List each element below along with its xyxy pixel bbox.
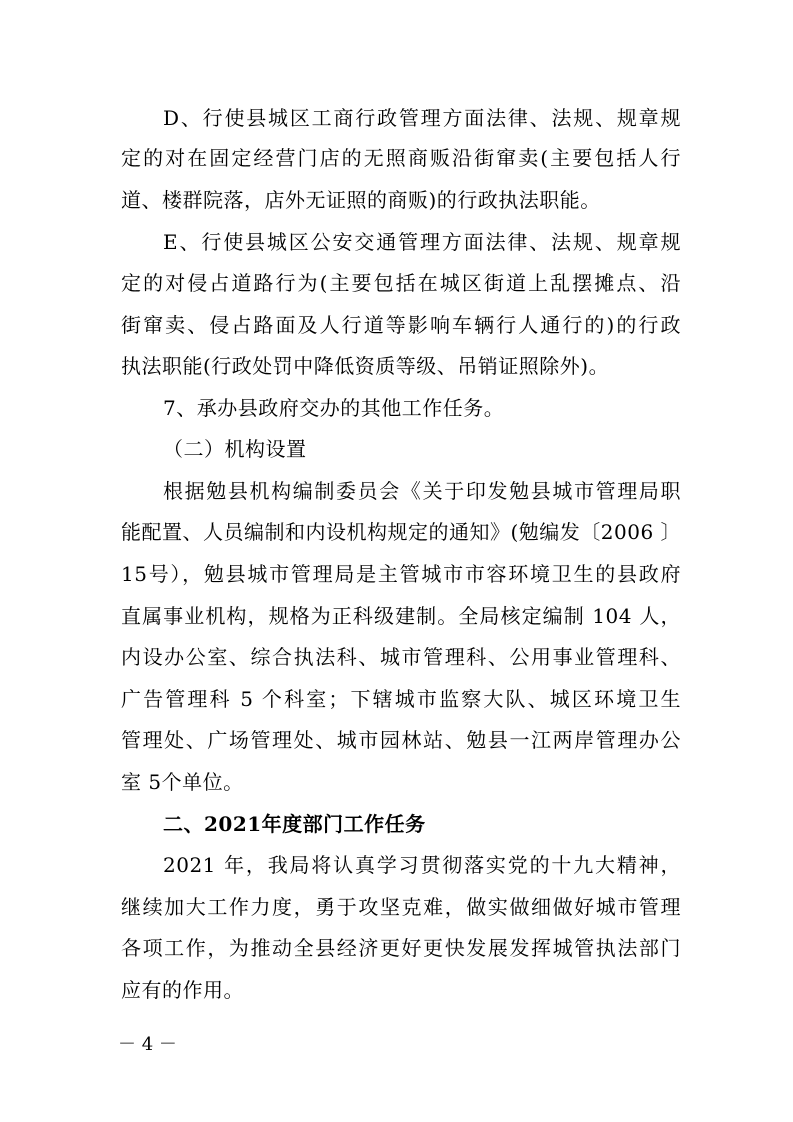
item-7: 7、承办县政府交办的其他工作任务。 bbox=[163, 396, 505, 420]
paragraph-org-line-2: 能配置、人员编制和内设机构规定的通知》(勉编发〔2006 〕 bbox=[121, 520, 682, 544]
page-number: － 4 － bbox=[118, 1034, 177, 1055]
section-2-title: （二）机构设置 bbox=[163, 437, 307, 461]
paragraph-e-line-2: 定的对侵占道路行为(主要包括在城区街道上乱摆摊点、沿 bbox=[121, 271, 681, 295]
paragraph-org-line-4: 直属事业机构，规格为正科级建制。全局核定编制 104 人， bbox=[121, 604, 681, 628]
paragraph-org-line-6: 广告管理科 5 个科室；下辖城市监察大队、城区环境卫生 bbox=[121, 687, 681, 711]
paragraph-e-line-1: E、行使县城区公安交通管理方面法律、法规、规章规 bbox=[163, 230, 681, 254]
paragraph-d-line-2: 定的对在固定经营门店的无照商贩沿街窜卖(主要包括人行 bbox=[121, 146, 681, 170]
paragraph-tasks-line-2: 继续加大工作力度，勇于攻坚克难，做实做细做好城市管理 bbox=[121, 895, 681, 919]
paragraph-tasks-line-4: 应有的作用。 bbox=[121, 978, 244, 1002]
paragraph-tasks-line-3: 各项工作，为推动全县经济更好更快发展发挥城管执法部门 bbox=[121, 936, 681, 960]
heading-2: 二、2021年度部门工作任务 bbox=[163, 812, 426, 836]
paragraph-org-line-1: 根据勉县机构编制委员会《关于印发勉县城市管理局职 bbox=[163, 479, 681, 503]
paragraph-org-line-8: 室 5个单位。 bbox=[121, 770, 244, 794]
paragraph-org-line-5: 内设办公室、综合执法科、城市管理科、公用事业管理科、 bbox=[121, 645, 681, 669]
paragraph-tasks-line-1: 2021 年，我局将认真学习贯彻落实党的十九大精神， bbox=[163, 853, 681, 877]
paragraph-d-line-3: 道、楼群院落，店外无证照的商贩)的行政执法职能。 bbox=[121, 188, 601, 212]
paragraph-org-line-7: 管理处、广场管理处、城市园林站、勉县一江两岸管理办公 bbox=[121, 728, 681, 752]
paragraph-org-line-3: 15号），勉县城市管理局是主管城市市容环境卫生的县政府 bbox=[121, 562, 681, 586]
paragraph-e-line-3: 街窜卖、侵占路面及人行道等影响车辆行人通行的)的行政 bbox=[121, 313, 681, 337]
paragraph-e-line-4: 执法职能(行政处罚中降低资质等级、吊销证照除外)。 bbox=[121, 354, 610, 378]
paragraph-d-line-1: D、行使县城区工商行政管理方面法律、法规、规章规 bbox=[163, 106, 681, 130]
